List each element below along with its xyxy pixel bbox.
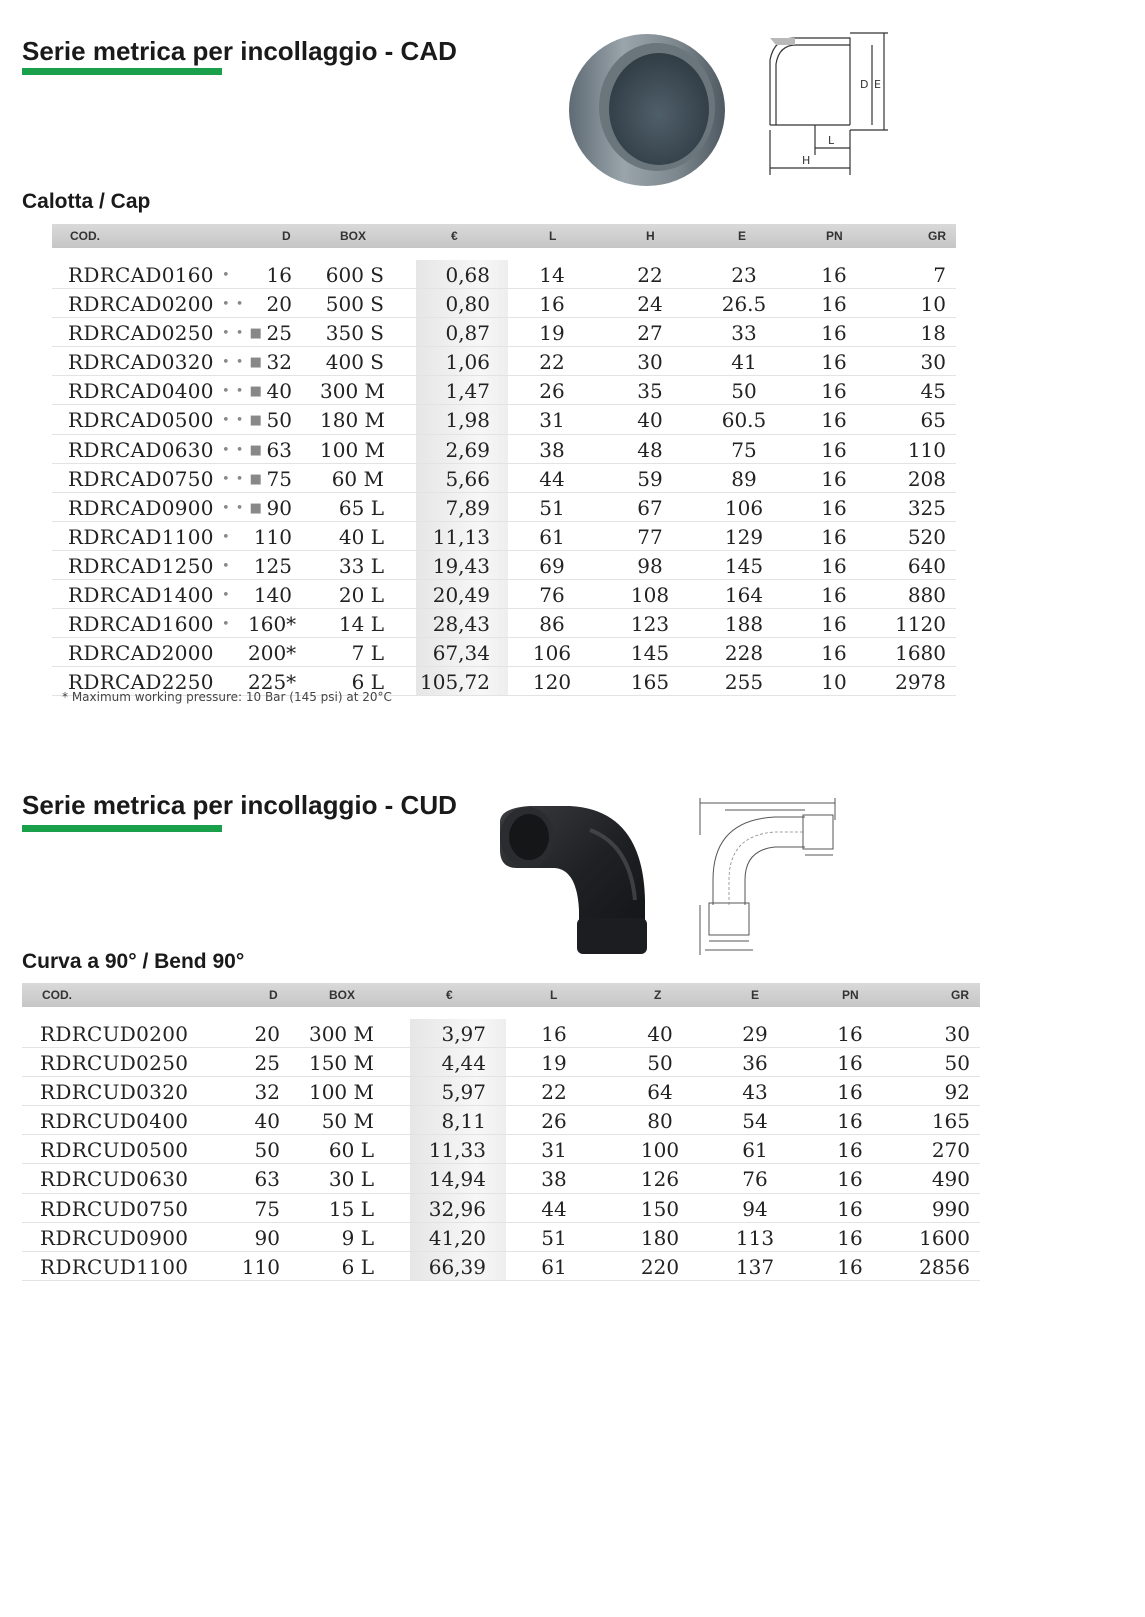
cad-cell-e: 106 (724, 495, 764, 520)
cad-table-row (52, 289, 956, 318)
cud-cell-pn: 16 (837, 1225, 863, 1250)
cad-cell-pn: 16 (821, 583, 847, 608)
cad-cell-box: 500 S (325, 292, 384, 317)
cud-cell-pn: 16 (837, 1254, 863, 1279)
cad-cell-l: 16 (539, 292, 565, 317)
cad-cell-cod: RDRCAD1100 (68, 524, 214, 549)
cud-cell-cod: RDRCUD0630 (40, 1167, 189, 1192)
cud-cell-gr: 990 (931, 1196, 970, 1221)
cud-table-body (22, 1019, 980, 1281)
cad-cell-d: 200* (248, 641, 297, 666)
cap-drawing-label-e: E (874, 78, 881, 91)
cud-header-z: Z (654, 988, 662, 1002)
cud-cell-price: 66,39 (428, 1254, 486, 1279)
cud-cell-l: 19 (541, 1051, 567, 1076)
cad-cell-h: 165 (630, 670, 670, 695)
cad-cell-d: 140 (253, 583, 292, 608)
cud-cell-gr: 270 (931, 1138, 970, 1163)
cad-cell-e: 33 (731, 321, 757, 346)
cad-cell-h: 40 (637, 408, 663, 433)
cad-cell-price: 0,68 (445, 263, 490, 287)
cad-table-row (52, 260, 956, 289)
cad-cell-e: 164 (724, 583, 764, 608)
cad-cell-pn: 16 (821, 641, 847, 666)
cud-cell-gr: 92 (944, 1080, 970, 1105)
cad-cell-pn: 10 (821, 670, 847, 695)
cud-cell-box: 30 L (328, 1167, 374, 1192)
cad-cell-gr: 7 (933, 263, 946, 287)
cad-cell-h: 22 (637, 263, 663, 287)
cad-cell-l: 51 (539, 495, 565, 520)
cad-cell-pn: 16 (821, 437, 847, 462)
cad-cell-pn: 16 (821, 350, 847, 375)
cud-cell-price: 4,44 (441, 1051, 486, 1076)
cad-cell-h: 67 (637, 495, 663, 520)
cad-cell-price: 105,72 (420, 670, 490, 695)
cud-cell-l: 16 (541, 1022, 567, 1046)
cad-cell-pn: 16 (821, 408, 847, 433)
cad-header-l: L (549, 229, 557, 243)
cud-section-title: Serie metrica per incollaggio - CUD (22, 790, 457, 820)
cud-cell-price: 5,97 (441, 1080, 486, 1105)
cad-cell-cod: RDRCAD0250 (68, 321, 214, 346)
cad-cell-e: 228 (724, 641, 764, 666)
cud-cell-z: 80 (647, 1109, 673, 1134)
cad-cell-box: 180 M (320, 408, 386, 433)
cad-cell-box: 33 L (338, 553, 384, 578)
cad-cell-gr: 1680 (895, 641, 946, 666)
cad-header-price: € (451, 229, 458, 243)
cad-cell-d: 125 (253, 553, 292, 578)
cud-cell-d: 75 (254, 1196, 280, 1221)
cad-cell-gr: 65 (920, 408, 946, 433)
cud-cell-d: 20 (254, 1022, 280, 1046)
cap-drawing-label-l: L (828, 134, 835, 147)
cad-cell-gr: 1120 (895, 612, 946, 637)
cad-cell-cod: RDRCAD0750 (68, 466, 214, 491)
cud-cell-d: 63 (254, 1167, 280, 1192)
cud-cell-box: 6 L (341, 1254, 374, 1279)
cud-cell-pn: 16 (837, 1051, 863, 1076)
cap-drawing-label-h: H (802, 154, 811, 167)
cad-table-row (52, 638, 956, 667)
cad-cell-marks: • • ■ (222, 326, 263, 342)
cud-cell-price: 3,97 (441, 1022, 486, 1046)
cad-cell-box: 60 M (331, 466, 384, 491)
cad-table-row (52, 580, 956, 609)
cud-cell-cod: RDRCUD0400 (40, 1109, 189, 1134)
cad-table-row (52, 318, 956, 347)
cad-header-cod: COD. (70, 229, 100, 243)
cad-cell-cod: RDRCAD0630 (68, 437, 214, 462)
cad-cell-gr: 2978 (895, 670, 946, 695)
cap-product-photo (565, 25, 730, 190)
cad-cell-cod: RDRCAD1600 (68, 612, 214, 637)
cad-cell-pn: 16 (821, 263, 847, 287)
cad-table (52, 224, 956, 696)
cad-cell-d: 110 (253, 524, 292, 549)
cad-cell-l: 19 (539, 321, 565, 346)
cud-table-row (22, 1048, 980, 1077)
cad-section-title: Serie metrica per incollaggio - CAD (22, 36, 457, 66)
cad-cell-pn: 16 (821, 495, 847, 520)
cud-table (22, 983, 980, 1281)
cad-cell-box: 14 L (338, 612, 384, 637)
cud-table-row (22, 1106, 980, 1135)
cud-cell-e: 113 (735, 1225, 775, 1250)
cad-cell-box: 6 L (351, 670, 384, 695)
cad-header-pn: PN (826, 229, 843, 243)
cud-table-row (22, 1194, 980, 1223)
cad-cell-e: 41 (731, 350, 757, 375)
cud-cell-e: 54 (742, 1109, 768, 1134)
cad-table-row (52, 522, 956, 551)
cap-technical-drawing (760, 30, 895, 180)
cad-cell-l: 69 (539, 553, 565, 578)
cad-cell-gr: 208 (907, 466, 946, 491)
cad-cell-gr: 10 (920, 292, 946, 317)
cad-cell-pn: 16 (821, 553, 847, 578)
cad-cell-pn: 16 (821, 612, 847, 637)
cad-cell-h: 59 (637, 466, 663, 491)
cud-cell-cod: RDRCUD0200 (40, 1022, 189, 1046)
cad-cell-price: 1,98 (445, 408, 490, 433)
cud-cell-price: 11,33 (428, 1138, 486, 1163)
cud-cell-price: 32,96 (428, 1196, 486, 1221)
cad-cell-e: 60.5 (721, 408, 767, 433)
cad-cell-l: 26 (539, 379, 565, 404)
cad-cell-marks: • • ■ (222, 442, 263, 458)
cud-cell-l: 51 (541, 1225, 567, 1250)
cad-table-row (52, 376, 956, 405)
cad-header-gr: GR (928, 229, 946, 243)
cud-cell-l: 26 (541, 1109, 567, 1134)
cad-table-row (52, 493, 956, 522)
cad-cell-l: 31 (539, 408, 565, 433)
cad-cell-e: 26.5 (721, 292, 767, 317)
cud-cell-box: 15 L (328, 1196, 374, 1221)
cad-cell-box: 300 M (320, 379, 386, 404)
cad-cell-d: 90 (266, 495, 292, 520)
cad-cell-e: 129 (724, 524, 764, 549)
cud-cell-gr: 490 (931, 1167, 970, 1192)
cud-cell-price: 41,20 (428, 1225, 486, 1250)
cad-header-d: D (282, 229, 291, 243)
cud-cell-z: 40 (647, 1022, 673, 1046)
cud-cell-e: 137 (735, 1254, 775, 1279)
cad-cell-d: 50 (266, 408, 292, 433)
cud-cell-d: 90 (254, 1225, 280, 1250)
cad-cell-l: 106 (532, 641, 572, 666)
cud-header-e: E (751, 988, 760, 1002)
cad-cell-pn: 16 (821, 466, 847, 491)
cad-cell-marks: • • ■ (222, 500, 263, 516)
cad-cell-box: 40 L (338, 524, 384, 549)
cad-cell-e: 75 (731, 437, 757, 462)
cad-cell-cod: RDRCAD1250 (68, 553, 214, 578)
cud-header-l: L (550, 988, 558, 1002)
cud-cell-z: 220 (640, 1254, 680, 1279)
cad-cell-box: 7 L (351, 641, 384, 666)
cud-cell-gr: 165 (931, 1109, 970, 1134)
cad-cell-h: 123 (630, 612, 670, 637)
cud-header-gr: GR (951, 988, 969, 1002)
cud-cell-cod: RDRCUD0900 (40, 1225, 189, 1250)
cud-cell-z: 64 (647, 1080, 673, 1105)
cad-cell-e: 255 (724, 670, 764, 695)
cad-cell-box: 65 L (338, 495, 384, 520)
cud-cell-box: 60 L (328, 1138, 374, 1163)
cad-cell-gr: 880 (907, 583, 946, 608)
cud-cell-l: 61 (541, 1254, 567, 1279)
cad-cell-h: 98 (637, 553, 663, 578)
cad-cell-e: 145 (724, 553, 764, 578)
cud-cell-z: 126 (640, 1167, 680, 1192)
cad-cell-pn: 16 (821, 292, 847, 317)
cad-footnote: * Maximum working pressure: 10 Bar (145 psi) at 20°C (62, 690, 392, 704)
cud-subtitle: Curva a 90° / Bend 90° (22, 950, 245, 973)
cud-cell-d: 50 (254, 1138, 280, 1163)
cud-cell-pn: 16 (837, 1167, 863, 1192)
cad-cell-h: 35 (637, 379, 663, 404)
cad-cell-marks: • (222, 529, 231, 545)
cad-cell-h: 24 (637, 292, 663, 317)
cad-cell-marks: • (222, 588, 231, 604)
cad-cell-gr: 640 (907, 553, 946, 578)
cad-cell-d: 20 (266, 292, 292, 317)
cud-cell-box: 150 M (308, 1051, 374, 1076)
cud-cell-pn: 16 (837, 1109, 863, 1134)
cad-table-header (52, 224, 956, 248)
cad-cell-price: 2,69 (445, 437, 490, 462)
cad-cell-cod: RDRCAD0200 (68, 292, 214, 317)
cud-table-row (22, 1252, 980, 1281)
cad-cell-price: 11,13 (432, 524, 490, 549)
cud-cell-z: 100 (640, 1138, 680, 1163)
cud-cell-d: 25 (254, 1051, 280, 1076)
cad-cell-marks: • • ■ (222, 413, 263, 429)
cad-cell-box: 20 L (338, 583, 384, 608)
cud-title-underline (22, 825, 222, 832)
cad-cell-price: 28,43 (432, 612, 490, 637)
cad-title-underline (22, 68, 222, 75)
cud-cell-gr: 2856 (919, 1254, 970, 1279)
cud-cell-e: 76 (742, 1167, 768, 1192)
cud-header-box: BOX (329, 988, 356, 1002)
cud-cell-box: 9 L (341, 1225, 374, 1250)
cud-cell-cod: RDRCUD1100 (40, 1254, 189, 1279)
cad-cell-h: 145 (630, 641, 670, 666)
cud-cell-l: 38 (541, 1167, 567, 1192)
cad-cell-marks: • • (222, 297, 245, 313)
cad-cell-l: 86 (539, 612, 565, 637)
cud-cell-d: 40 (254, 1109, 280, 1134)
cad-header-h: H (646, 229, 655, 243)
cad-header-box: BOX (340, 229, 367, 243)
cud-cell-box: 300 M (308, 1022, 374, 1046)
cad-cell-l: 120 (532, 670, 572, 695)
cad-cell-d: 225* (248, 670, 297, 695)
cad-cell-pn: 16 (821, 524, 847, 549)
cad-cell-e: 50 (731, 379, 757, 404)
cad-cell-l: 76 (539, 583, 565, 608)
bend-technical-drawing (695, 795, 840, 960)
cad-cell-h: 27 (637, 321, 663, 346)
cud-cell-box: 100 M (308, 1080, 374, 1105)
cad-cell-marks: • • ■ (222, 471, 263, 487)
cud-table-row (22, 1019, 980, 1048)
cud-cell-z: 50 (647, 1051, 673, 1076)
cad-cell-l: 14 (539, 263, 565, 287)
cud-cell-box: 50 M (321, 1109, 374, 1134)
cad-table-body (52, 260, 956, 696)
cud-cell-cod: RDRCUD0250 (40, 1051, 189, 1076)
cud-cell-z: 180 (640, 1225, 680, 1250)
cud-cell-gr: 50 (944, 1051, 970, 1076)
cud-cell-l: 44 (541, 1196, 567, 1221)
cud-cell-d: 110 (241, 1254, 280, 1279)
cad-cell-h: 48 (637, 437, 663, 462)
cap-drawing-label-d: D (860, 78, 869, 91)
cad-cell-box: 400 S (325, 350, 384, 375)
cad-table-row (52, 405, 956, 434)
cad-cell-l: 44 (539, 466, 565, 491)
cad-cell-box: 100 M (320, 437, 386, 462)
cad-cell-l: 61 (539, 524, 565, 549)
cad-cell-d: 25 (266, 321, 292, 346)
cad-cell-cod: RDRCAD2250 (68, 670, 214, 695)
cad-cell-cod: RDRCAD0320 (68, 350, 214, 375)
cad-cell-price: 7,89 (445, 495, 490, 520)
cad-cell-marks: • (222, 268, 231, 283)
cad-table-row (52, 551, 956, 580)
cad-subtitle: Calotta / Cap (22, 190, 151, 213)
cad-table-row (52, 464, 956, 493)
cud-cell-l: 22 (541, 1080, 567, 1105)
cad-cell-gr: 325 (907, 495, 946, 520)
cad-cell-cod: RDRCAD0160 (68, 263, 214, 287)
cad-cell-price: 67,34 (432, 641, 490, 666)
cud-cell-z: 150 (640, 1196, 680, 1221)
cud-cell-cod: RDRCUD0500 (40, 1138, 189, 1163)
cud-cell-cod: RDRCUD0320 (40, 1080, 189, 1105)
cad-cell-cod: RDRCAD0400 (68, 379, 214, 404)
cad-table-row (52, 435, 956, 464)
cad-cell-cod: RDRCAD0900 (68, 495, 214, 520)
cad-cell-e: 188 (724, 612, 764, 637)
cad-table-row (52, 609, 956, 638)
cud-table-row (22, 1077, 980, 1106)
cad-cell-gr: 30 (920, 350, 946, 375)
cad-cell-gr: 520 (907, 524, 946, 549)
cad-cell-gr: 110 (907, 437, 946, 462)
cud-cell-price: 8,11 (441, 1109, 486, 1134)
cud-cell-pn: 16 (837, 1138, 863, 1163)
cad-cell-price: 1,47 (445, 379, 490, 404)
cad-cell-pn: 16 (821, 321, 847, 346)
cad-cell-h: 108 (630, 583, 670, 608)
cad-cell-h: 77 (637, 524, 663, 549)
cad-cell-price: 5,66 (445, 466, 490, 491)
cad-cell-d: 40 (266, 379, 292, 404)
cad-cell-price: 19,43 (432, 553, 490, 578)
cud-cell-cod: RDRCUD0750 (40, 1196, 189, 1221)
cad-cell-gr: 45 (920, 379, 946, 404)
cad-cell-cod: RDRCAD0500 (68, 408, 214, 433)
cad-table-row (52, 347, 956, 376)
cud-header-d: D (269, 988, 278, 1002)
cud-cell-pn: 16 (837, 1196, 863, 1221)
cud-cell-e: 94 (742, 1196, 768, 1221)
cad-cell-gr: 18 (920, 321, 946, 346)
cud-cell-e: 61 (742, 1138, 768, 1163)
cad-cell-pn: 16 (821, 379, 847, 404)
cad-cell-h: 30 (637, 350, 663, 375)
cud-table-header (22, 983, 980, 1007)
cad-cell-e: 23 (731, 263, 757, 287)
cad-cell-price: 0,80 (445, 292, 490, 317)
cud-cell-e: 29 (742, 1022, 768, 1046)
cud-header-cod: COD. (42, 988, 72, 1002)
cud-table-row (22, 1135, 980, 1164)
cad-cell-price: 20,49 (432, 583, 490, 608)
cud-cell-pn: 16 (837, 1080, 863, 1105)
cad-cell-marks: • (222, 617, 231, 633)
cud-cell-gr: 30 (944, 1022, 970, 1046)
cud-table-row (22, 1164, 980, 1193)
cad-cell-d: 63 (266, 437, 292, 462)
cad-header-e: E (738, 229, 747, 243)
cad-cell-cod: RDRCAD1400 (68, 583, 214, 608)
cad-cell-d: 32 (266, 350, 292, 375)
cud-cell-d: 32 (254, 1080, 280, 1105)
cad-cell-marks: • (222, 558, 231, 574)
cud-cell-l: 31 (541, 1138, 567, 1163)
cad-cell-box: 600 S (325, 263, 384, 287)
cad-cell-d: 160* (248, 612, 297, 637)
cud-cell-e: 36 (742, 1051, 768, 1076)
cad-cell-price: 0,87 (445, 321, 490, 346)
cud-header-pn: PN (842, 988, 859, 1002)
cad-cell-e: 89 (731, 466, 757, 491)
cud-cell-e: 43 (742, 1080, 768, 1105)
cud-header-price: € (446, 988, 453, 1002)
cad-cell-cod: RDRCAD2000 (68, 641, 214, 666)
cad-cell-box: 350 S (325, 321, 384, 346)
cad-cell-d: 16 (266, 263, 292, 287)
cad-cell-d: 75 (266, 466, 292, 491)
cad-cell-marks: • • ■ (222, 384, 263, 400)
cad-cell-l: 38 (539, 437, 565, 462)
bend-product-photo (495, 800, 655, 958)
cud-cell-pn: 16 (837, 1022, 863, 1046)
cad-cell-price: 1,06 (445, 350, 490, 375)
cad-cell-l: 22 (539, 350, 565, 375)
cud-table-row (22, 1223, 980, 1252)
cud-cell-price: 14,94 (428, 1167, 486, 1192)
cad-cell-marks: • • ■ (222, 355, 263, 371)
cud-cell-gr: 1600 (919, 1225, 970, 1250)
